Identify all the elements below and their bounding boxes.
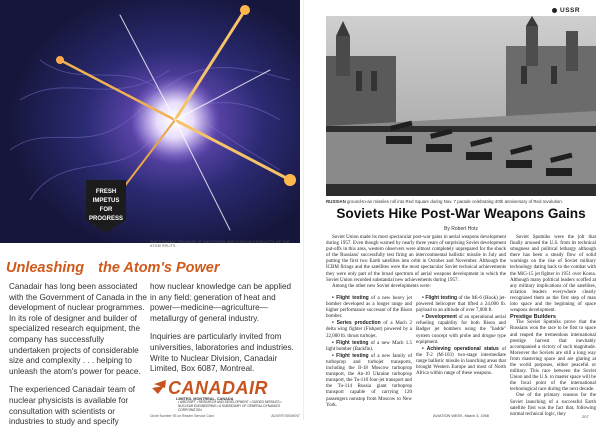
photo-caption-text: ground-to-air missiles roll into Red Square during Nov. 7 parade celebrating 40th anniversary of Red revolution.: [345, 199, 563, 204]
section-bullet-icon: [552, 8, 557, 13]
list-item: • Flight testing of a new Mach 1.5 light bomber (Backfin).: [326, 339, 412, 352]
headline-part-2: the Atom's Power: [98, 260, 220, 276]
canadair-divisions: • AIRCRAFT • RESEARCH AND DEVELOPMENT • GUIDED MISSILES • NUCLEAR ENGINEERING • A SUBSIDIARY OF GENERAL DYNAMICS CORPORATION: [178, 400, 282, 412]
ad-column-2: [150, 282, 296, 383]
list-item: • Flight testing of a new heavy jet bomber developed as a longer range and higher performance successor of the Bison bomber.: [326, 295, 412, 320]
photo-caption: [326, 199, 596, 204]
developments-list-2: [416, 295, 506, 377]
reader-service-note: Circle Number 93 on Reader Service Card: [150, 414, 214, 418]
ad-paragraph: how nuclear knowledge can be applied in any field: generation of heat and power—medicine—agriculture—metallurgy of general industry.: [150, 282, 292, 323]
headline-part-1: Unleashing: [6, 260, 85, 276]
photo-caption-lead: RUSSIAN: [326, 199, 346, 204]
svg-text:PROGRESS: PROGRESS: [88, 216, 124, 222]
list-item: • Flight testing of a new family of turboprop and turbojet transports, including the Il-18 Moscow turboprop transport, the An-10 Ukraine turboprop transport, the Tu-110 four-jet transport and the Tu-114 Russia giant turboprop transport capable of carrying 120 passengers nonstop from Moscow to New York.: [326, 352, 412, 408]
ad-headline: [6, 260, 300, 276]
atom-splitting-artwork: [0, 0, 300, 243]
developments-list-1: [326, 295, 412, 409]
ad-paragraph: Inquiries are particularly invited from universities, laboratories and industries. Write to Nuclear Division, Canadair Limited, Box 6087, Montreal.: [150, 332, 294, 374]
section-tag: USSR: [560, 7, 581, 14]
article-intro: [326, 235, 506, 290]
ad-column-1: [9, 282, 147, 436]
article-byline: By Robert Hotz: [444, 226, 478, 232]
svg-text:FRESH: FRESH: [95, 189, 117, 195]
list-item: • Development of an operational aerial refueling capability for both Bison and Badger jet bombers using the "hadde" system concept with probe and drogue type equipment.: [416, 314, 506, 345]
page-gutter: [303, 0, 304, 420]
ad-footer: [150, 414, 300, 418]
page-number: 207: [582, 414, 589, 419]
article-title: Soviets Hike Post-War Weapons Gains: [336, 206, 586, 221]
canadair-wordmark: CANADAIR: [168, 378, 268, 398]
ad-paragraph: Canadair has long been associated with the Government of Canada in the development of nuclear programmes. In its role of designer and builder of specialized research equipment, the company has successfully undertaken projects of considerable size and complexity . . . helping to unleash the atom's power for peace.: [9, 282, 147, 376]
column-paragraph: Soviet Sputniks were the jolt that finally aroused the U.S. from its technical smugness and political lethargy although there has been a steady flow of solid warnings on the rise of Soviet military technology dating back to the combat with the MiG-15 jet fighter in 1951 over Korea. Although many political leaders scoffed at any military implications of the satellites, aviation leaders everywhere clearly recognized them as the first step of man into space and the beginning of space weapons development.: [510, 235, 596, 314]
artwork-caption: THE DYNAMIC RELEASE OF NEUTRONS AND FISSION PRODUCTS AS THE ATOM SPLITS.: [150, 240, 290, 248]
advertisement-label: ADVERTISEMENT: [271, 414, 300, 418]
intro-paragraph-2: Among the other new Soviet developments were:: [332, 283, 431, 289]
column-paragraph: One of the primary reasons for the Soviet launching of a successful Earth satellite first was the fact that, following normal technical logic, they: [510, 393, 596, 417]
page-footer: AVIATION WEEK, March 3, 1958: [433, 414, 489, 418]
canadair-location: LIMITED, MONTREAL, CANADA: [176, 397, 234, 401]
ad-paragraph: The experienced Canadair team of nuclear physicists is available for consultation with scientists or industries to study and specify: [9, 385, 136, 427]
article-column-3: [510, 235, 596, 418]
subhead: Prestige Builders: [510, 314, 557, 321]
list-item: • Achieving operational status of the T-2 (M-103) two-stage intermediate range ballistic missile in launching areas that brought Western Europe and most of North Africa within range of these weapons.: [416, 345, 506, 377]
list-item: • Series production of a Mach 2 delta wing fighter (Fishpot) powered by a 22,000 lb. thrust turbojet.: [326, 320, 412, 339]
column-paragraph: The Soviet Sputniks prove that the Russians won the race to be first to space and reaped the tremendous international prestige harvest that inevitably accompanied a victory of such magnitude. Moreover the Soviets are still a long way from mastering space and are glaring at the world purposes, either peaceful or military. This race between the Soviet Union and the U.S. to master space will be the focal point of the international technological race during the next decade.: [510, 320, 596, 393]
red-square-parade-photo: [326, 16, 596, 196]
svg-text:IMPETUS: IMPETUS: [92, 198, 120, 204]
svg-text:FOR: FOR: [99, 207, 113, 213]
intro-paragraph: Soviet Union made its most spectacular post-war gains in aerial weapons development during 1957. Even though warned by nearly three years of surprising Soviet development put-offs in this area, western observers were almost completely unprepared for the shock of the Russians' successfully test firing an intercontinental ballistic missile in July and putting the first two Earth satellites into orbit in October and November. Although the ICBM firings and the satellites were the most spectacular Soviet technical achievements they were only part of the broad spectrum of aerial weapons development in which the Soviet Union recorded substantial new achievements during 1957.: [326, 235, 506, 283]
list-item: • Flight testing of the Mi-6 (Hook) jet-powered helicopter that lifted a 24,000 lb. payload to an altitude of over 7,000 ft.: [416, 295, 506, 314]
